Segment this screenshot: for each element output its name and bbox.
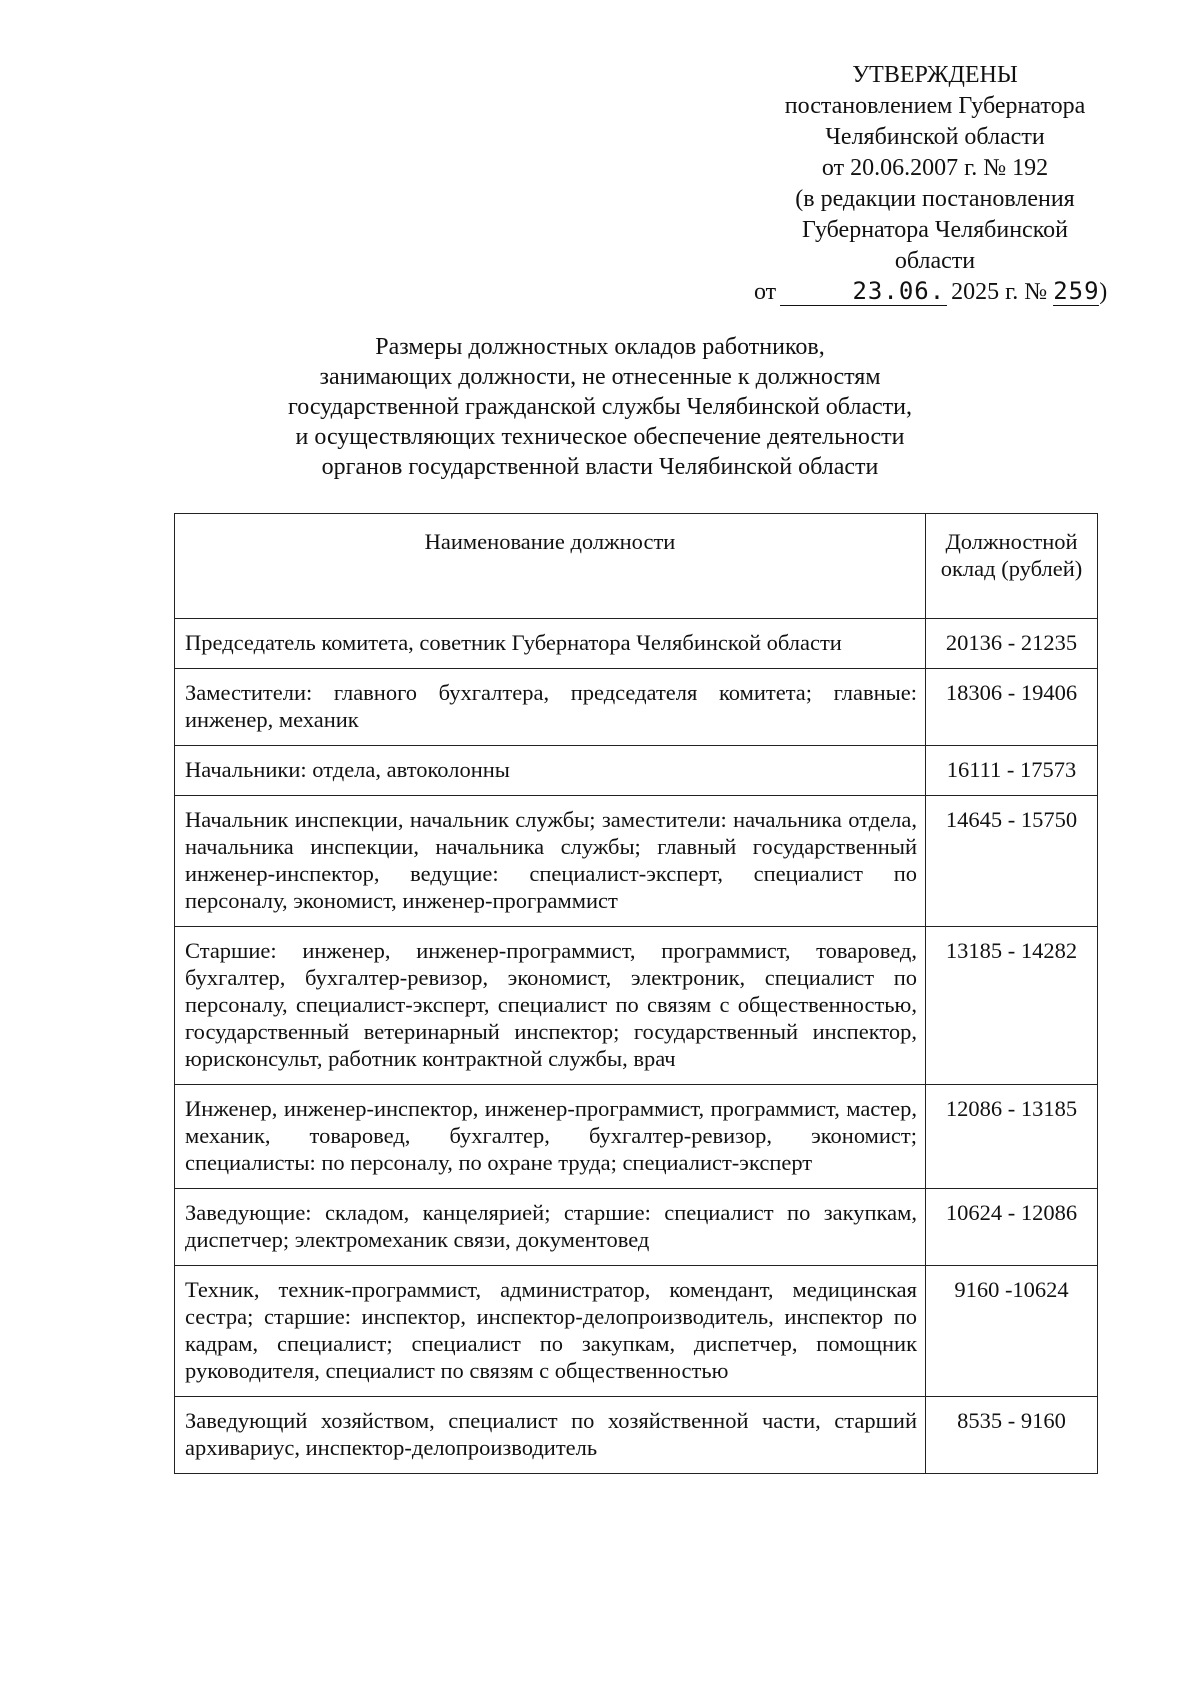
- approval-line-2: Челябинской области: [825, 124, 1045, 150]
- position-name: Инженер, инженер-инспектор, инженер-программист, программист, мастер, механик, товаровед, бухгалтер, бухгалтер-ревизор, экономист; специалисты: по персоналу, по охране труда; специалист-эксперт: [175, 1085, 926, 1189]
- approval-heading: УТВЕРЖДЕНЫ: [852, 62, 1018, 88]
- table-row: [175, 1266, 1098, 1397]
- approval-line-6: области: [894, 248, 976, 274]
- title-line-5: органов государственной власти Челябинской области: [321, 454, 879, 480]
- salary-range: 10624 - 12086: [926, 1189, 1098, 1266]
- title-line-1: Размеры должностных окладов работников,: [375, 334, 825, 360]
- position-name: Техник, техник-программист, администратор, комендант, медицинская сестра; старшие: инспектор, инспектор-делопроизводитель, инспектор по кадрам, специалист; специалист по закупкам, диспетчер, помощник руководителя, специалист по связям с общественностью: [175, 1266, 926, 1397]
- approval-line-4: (в редакции постановления: [795, 186, 1075, 212]
- position-name: Заместители: главного бухгалтера, председателя комитета; главные: инженер, механик: [175, 669, 926, 746]
- title-line-3: государственной гражданской службы Челябинской области,: [287, 394, 912, 420]
- salary-range: 16111 - 17573: [926, 746, 1098, 796]
- doc-number-field: [1053, 278, 1099, 306]
- table-header-row: [175, 514, 1098, 619]
- position-name: Председатель комитета, советник Губернатора Челябинской области: [175, 619, 926, 669]
- salary-range: 12086 - 13185: [926, 1085, 1098, 1189]
- approval-block: [740, 60, 1130, 308]
- table-row: [175, 796, 1098, 927]
- table-row: [175, 1085, 1098, 1189]
- position-name: Старшие: инженер, инженер-программист, программист, товаровед, бухгалтер, бухгалтер-ревизор, экономист, электроник, специалист по персоналу, специалист-эксперт, специалист по связям с общественностью, государственный ветеринарный инспектор; государственный инспектор, юрисконсульт, работник контрактной службы, врач: [175, 927, 926, 1085]
- approval-line-5: Губернатора Челябинской: [802, 217, 1068, 243]
- title-line-2: занимающих должности, не отнесенные к должностям: [319, 364, 881, 390]
- doc-number-value: 259: [1053, 277, 1100, 305]
- salary-range: 14645 - 15750: [926, 796, 1098, 927]
- position-name: Заведующие: складом, канцелярией; старшие: специалист по закупкам, диспетчер; электромеханик связи, документовед: [175, 1189, 926, 1266]
- salary-range: 8535 - 9160: [926, 1397, 1098, 1474]
- date-prefix: от: [754, 279, 777, 305]
- date-field: [780, 278, 947, 306]
- salary-range: 9160 -10624: [926, 1266, 1098, 1397]
- header-salary: Должностной оклад (рублей): [926, 514, 1098, 619]
- date-year: 2025 г. №: [951, 279, 1048, 305]
- table-row: [175, 1189, 1098, 1266]
- document-title: [200, 332, 1000, 482]
- table-row: [175, 746, 1098, 796]
- salary-table: [174, 513, 1098, 1474]
- header-position-name: Наименование должности: [175, 514, 926, 619]
- table-row: [175, 927, 1098, 1085]
- approval-date-line: [754, 277, 1144, 308]
- position-name: Заведующий хозяйством, специалист по хозяйственной части, старший архивариус, инспектор-делопроизводитель: [175, 1397, 926, 1474]
- closing-paren: ): [1099, 279, 1108, 305]
- title-line-4: и осуществляющих техническое обеспечение деятельности: [295, 424, 905, 450]
- position-name: Начальник инспекции, начальник службы; заместители: начальника отдела, начальника инспекции, начальника службы; главный государственный инженер-инспектор, ведущие: специалист-эксперт, специалист по персоналу, экономист, инженер-программист: [175, 796, 926, 927]
- approval-line-1: постановлением Губернатора: [784, 93, 1086, 119]
- salary-range: 13185 - 14282: [926, 927, 1098, 1085]
- date-filled-value: 23.06.: [852, 277, 946, 305]
- position-name: Начальники: отдела, автоколонны: [175, 746, 926, 796]
- approval-line-3: от 20.06.2007 г. № 192: [821, 155, 1049, 181]
- table-row: [175, 1397, 1098, 1474]
- table-row: [175, 669, 1098, 746]
- salary-range: 18306 - 19406: [926, 669, 1098, 746]
- salary-range: 20136 - 21235: [926, 619, 1098, 669]
- table-row: [175, 619, 1098, 669]
